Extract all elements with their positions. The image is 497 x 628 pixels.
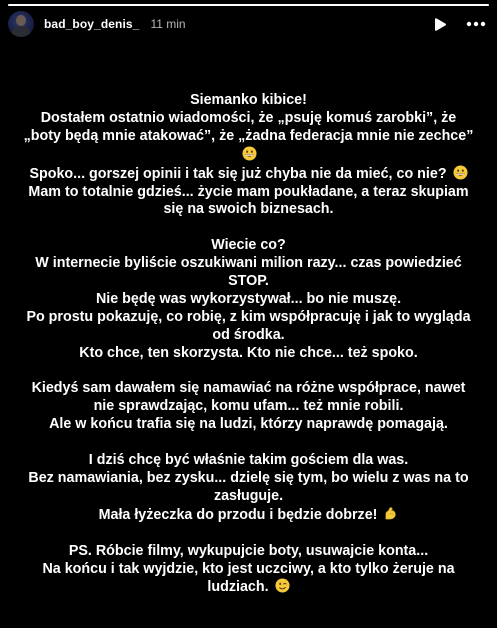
story-progress-bar	[8, 4, 489, 6]
paragraph-greeting	[22, 92, 475, 219]
text-line: Dostałem ostatnio wiadomości, że „psuję komuś zarobki”, że „boty będą mnie atakować”, że „żadna federacja mnie nie zechce”	[22, 110, 475, 165]
more-options-button[interactable]	[465, 15, 487, 33]
paragraph-ps	[22, 543, 475, 598]
text-line: Na końcu i tak wyjdzie, kto jest uczciwy, a kto tylko żeruje na ludziach.	[42, 560, 455, 596]
story-text	[22, 92, 475, 597]
text-line: Bez namawiania, bez zysku... dzielę się tym, bo wielu z was na to zasługuje.	[28, 469, 469, 504]
paragraph-spacer	[22, 434, 475, 452]
paragraph-spacer	[22, 363, 475, 381]
paragraph-today	[22, 452, 475, 525]
text-line: Siemanko kibice!	[190, 92, 307, 108]
play-icon	[433, 17, 447, 32]
flexed-biceps-emoji	[383, 506, 398, 521]
story-progress-fill	[8, 4, 489, 6]
text-line: Wiecie co?	[211, 237, 286, 254]
text-line: Po prostu pokazuję, co robię, z kim współpracuję i jak to wygląda od środka.	[26, 308, 471, 343]
grinning-face-emoji	[453, 165, 468, 180]
paragraph-stop	[22, 237, 475, 362]
paragraph-spacer	[22, 219, 475, 237]
paragraph-spacer	[22, 525, 475, 543]
username[interactable]: bad_boy_denis_	[44, 17, 140, 31]
text-line: Mała łyżeczka do przodu i będzie dobrze!	[22, 506, 475, 525]
text-line: Nie będę was wykorzystywał... bo nie muszę.	[95, 290, 402, 307]
text-line: PS. Róbcie filmy, wykupujcie boty, usuwajcie konta...	[68, 542, 429, 559]
winking-face-emoji	[275, 578, 290, 593]
text-line: I dziś chcę być właśnie takim gościem dla was.	[88, 452, 409, 469]
timestamp: 11 min	[150, 17, 186, 31]
play-button[interactable]	[431, 15, 449, 33]
text-line: W internecie byliście oszukiwani milion razy... czas powiedzieć STOP.	[35, 255, 462, 290]
text-line: Mam to totalnie gdzieś... życie mam poukładane, a teraz skupiam się na swoich biznesach.	[28, 183, 469, 218]
text-line: Spoko... gorszej opinii i tak się już chyba nie da mieć, co nie?	[22, 165, 475, 184]
paragraph-past	[22, 380, 475, 434]
grinning-face-emoji	[242, 146, 257, 161]
story-header	[8, 10, 487, 38]
text-line: Kto chce, ten skorzysta. Kto nie chce... też spoko.	[79, 344, 418, 361]
text-line: Ale w końcu trafia się na ludzi, którzy naprawdę pomagają.	[49, 416, 448, 433]
avatar[interactable]	[8, 11, 34, 37]
text-line: Kiedyś sam dawałem się namawiać na różne współprace, nawet nie sprawdzając, komu ufam... też mnie robili.	[31, 380, 466, 415]
more-icon	[466, 21, 486, 27]
